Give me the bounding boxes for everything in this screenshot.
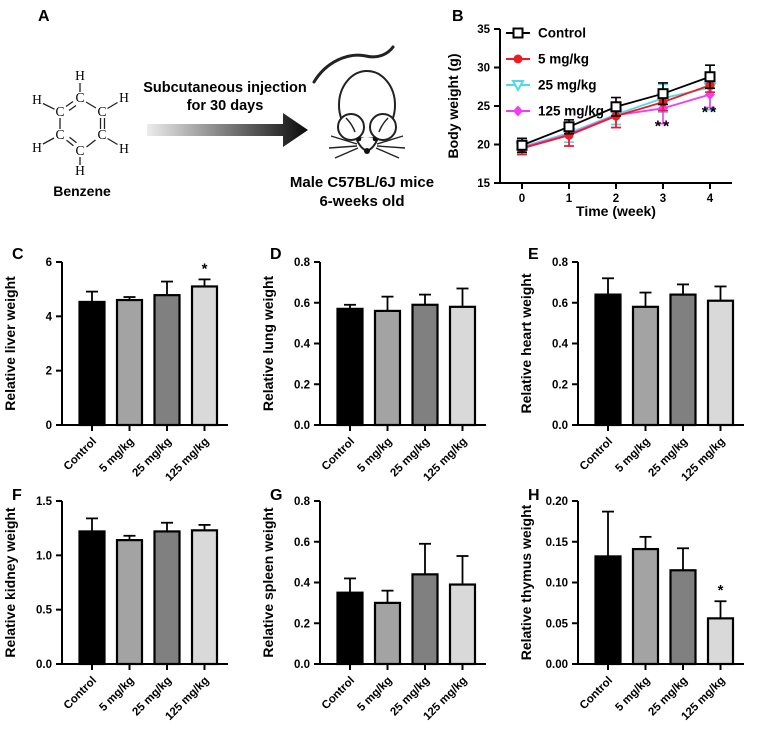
y-tick-label: 0.20 [545, 496, 568, 508]
y-tick-label: 0.05 [545, 618, 568, 631]
x-tick-label: 5 mg/kg [613, 674, 653, 714]
y-axis-label: Relative thymus weight [518, 504, 534, 661]
panel-c-label: C [12, 246, 24, 263]
bond [87, 140, 96, 147]
bar [708, 301, 733, 425]
bar [375, 603, 400, 664]
bar [671, 295, 696, 425]
x-tick-label: 25 mg/kg [130, 435, 175, 480]
y-tick-label: 0.4 [552, 338, 568, 351]
bond [70, 137, 77, 143]
x-tick-label: 0 [518, 193, 526, 205]
x-tick-label: Control [61, 435, 100, 474]
bar [338, 593, 363, 664]
carbon-atom: C [97, 104, 107, 119]
y-tick-label: 25 [477, 101, 490, 113]
significance-star: * [717, 582, 724, 600]
carbon-atom: C [55, 127, 65, 142]
panel-e [516, 220, 774, 484]
y-tick-label: 0.00 [545, 659, 568, 671]
mouse-right-ear [370, 114, 396, 140]
heart-weight-bar-chart [516, 220, 774, 484]
row-fgh [0, 475, 774, 731]
x-tick-label: 125 mg/kg [421, 674, 470, 723]
x-tick-label: Control [319, 674, 358, 713]
arrow-caption-line2: for 30 days [186, 98, 264, 114]
x-tick-label: 5 mg/kg [97, 674, 137, 714]
y-axis-label: Body weight (g) [445, 53, 461, 159]
legend-label: Control [538, 25, 586, 41]
legend-label: 25 mg/kg [538, 77, 597, 93]
y-tick-label: 4 [45, 311, 52, 324]
y-tick-label: 0.0 [552, 420, 568, 432]
y-tick-label: 2 [45, 365, 52, 378]
bar [596, 556, 621, 664]
bar [413, 305, 438, 425]
panel-f-label: F [12, 487, 22, 504]
panel-d [258, 220, 516, 484]
significance-star: * [201, 260, 208, 278]
body-weight-line-chart [440, 0, 774, 220]
bar [117, 540, 142, 664]
panel-h [516, 475, 774, 731]
bond [43, 104, 55, 110]
x-tick-label: Control [577, 674, 616, 713]
injection-arrow [147, 113, 308, 147]
y-axis-label: Relative liver weight [2, 276, 18, 411]
bar [192, 286, 217, 425]
legend-marker [514, 29, 523, 38]
y-tick-label: 0.0 [36, 659, 52, 671]
panel-g [258, 475, 516, 731]
x-tick-label: 125 mg/kg [679, 435, 728, 484]
y-tick-label: 6 [45, 257, 52, 269]
y-tick-label: 20 [477, 139, 490, 152]
x-tick-label: Control [577, 435, 616, 474]
y-tick-label: 0.4 [294, 577, 310, 590]
hydrogen-atom: H [75, 163, 85, 178]
panel-g-label: G [270, 487, 283, 504]
y-axis-label: Relative heart weight [518, 273, 534, 414]
row-cde [0, 220, 774, 484]
y-axis-label: Relative lung weight [260, 275, 276, 412]
x-tick-label: 25 mg/kg [646, 435, 691, 480]
x-tick-label: Control [319, 435, 358, 474]
significance-annotation: ** [701, 104, 719, 122]
thymus-weight-bar-chart [516, 475, 774, 731]
data-point-marker [659, 89, 668, 98]
mouse-right-eye [373, 137, 378, 142]
x-tick-label: 25 mg/kg [646, 674, 691, 719]
molecule-name: Benzene [53, 183, 111, 199]
bar [450, 307, 475, 425]
bar [155, 295, 180, 425]
carbon-atom: C [75, 143, 85, 158]
legend-label: 5 mg/kg [538, 51, 590, 67]
x-tick-label: 5 mg/kg [355, 435, 395, 475]
mouse-illustration [314, 47, 405, 158]
panel-b [440, 0, 774, 220]
x-axis-label: Time (week) [576, 203, 656, 219]
x-tick-label: 5 mg/kg [613, 435, 653, 475]
panel-h-label: H [528, 487, 540, 504]
bar [596, 295, 621, 425]
panel-f [0, 475, 258, 731]
data-point-marker [565, 122, 574, 131]
y-tick-label: 0.2 [294, 379, 310, 392]
bond [86, 102, 96, 108]
carbon-atom: C [55, 104, 65, 119]
x-tick-label: 125 mg/kg [679, 674, 728, 723]
bar [633, 549, 658, 664]
legend-label: 125 mg/kg [538, 103, 605, 119]
bond [108, 103, 118, 109]
bar [450, 585, 475, 664]
bar [80, 531, 105, 664]
y-tick-label: 0.0 [294, 659, 310, 671]
x-tick-label: 25 mg/kg [130, 674, 175, 719]
bar [192, 530, 217, 664]
y-tick-label: 0.8 [294, 257, 310, 269]
spleen-weight-bar-chart [258, 475, 516, 731]
y-tick-label: 0.6 [294, 536, 310, 549]
legend-marker [513, 81, 523, 90]
bar [633, 307, 658, 425]
bar [708, 618, 733, 664]
kidney-weight-bar-chart [0, 475, 258, 731]
y-axis-label: Relative kidney weight [2, 507, 18, 658]
mouse-left-ear [338, 114, 364, 140]
panel-a-illustration [0, 0, 440, 220]
y-tick-label: 0.8 [294, 496, 310, 508]
bond [66, 102, 73, 107]
bond [67, 140, 74, 146]
y-tick-label: 0.0 [294, 420, 310, 432]
y-tick-label: 0.5 [36, 604, 52, 617]
hydrogen-atom: H [32, 92, 42, 107]
panel-a [0, 0, 440, 220]
x-tick-label: 3 [659, 193, 667, 205]
y-tick-label: 35 [477, 24, 490, 36]
x-tick-label: Control [61, 674, 100, 713]
y-tick-label: 0.15 [545, 536, 568, 549]
significance-annotation: ** [654, 118, 672, 136]
hydrogen-atom: H [119, 90, 129, 105]
bar [671, 570, 696, 664]
y-tick-label: 0.2 [294, 618, 310, 631]
y-tick-label: 0.4 [294, 338, 310, 351]
legend-marker [513, 106, 523, 117]
data-point-marker [612, 102, 621, 111]
y-tick-label: 15 [477, 178, 490, 190]
bond [108, 139, 118, 145]
bond [69, 106, 76, 111]
carbon-atom: C [97, 127, 107, 142]
data-point-marker [706, 72, 715, 81]
hydrogen-atom: H [32, 140, 42, 155]
bar [375, 311, 400, 425]
x-tick-label: 5 mg/kg [97, 435, 137, 475]
panel-b-label: B [452, 8, 464, 25]
bar [80, 302, 105, 425]
y-tick-label: 0.10 [545, 577, 568, 590]
bar [338, 309, 363, 425]
carbon-atom: C [75, 90, 85, 105]
y-tick-label: 1.0 [36, 550, 52, 563]
x-tick-label: 125 mg/kg [163, 674, 212, 723]
y-tick-label: 0 [45, 420, 52, 432]
mouse-left-eye [357, 137, 362, 142]
bar [413, 574, 438, 664]
y-tick-label: 30 [477, 62, 490, 75]
lung-weight-bar-chart [258, 220, 516, 484]
panel-e-label: E [528, 246, 539, 263]
bond [43, 138, 54, 144]
legend-marker [514, 55, 523, 64]
hydrogen-atom: H [119, 141, 129, 156]
bar [155, 531, 180, 664]
arrow-caption-line1: Subcutaneous injection [143, 80, 307, 96]
x-tick-label: 125 mg/kg [163, 435, 212, 484]
y-axis-label: Relative spleen weight [260, 507, 276, 658]
x-tick-label: 25 mg/kg [388, 435, 433, 480]
x-tick-label: 4 [706, 193, 714, 205]
mouse-nose [364, 148, 370, 154]
x-tick-label: 2 [612, 193, 620, 205]
x-tick-label: 5 mg/kg [355, 674, 395, 714]
y-tick-label: 0.6 [552, 297, 568, 310]
panel-d-label: D [270, 246, 282, 263]
panel-a-label: A [38, 8, 50, 25]
data-point-marker [518, 141, 527, 150]
y-tick-label: 0.2 [552, 379, 568, 392]
panel-c [0, 220, 258, 484]
mouse-caption-line2: 6-weeks old [319, 193, 405, 210]
bar [117, 300, 142, 425]
x-tick-label: 25 mg/kg [388, 674, 433, 719]
mouse-caption-line1: Male C57BL/6J mice [289, 174, 435, 191]
hydrogen-atom: H [75, 68, 85, 83]
y-tick-label: 0.8 [552, 257, 568, 269]
y-tick-label: 0.6 [294, 297, 310, 310]
x-tick-label: 1 [565, 193, 573, 205]
x-tick-label: 125 mg/kg [421, 435, 470, 484]
y-tick-label: 1.5 [36, 496, 52, 508]
liver-weight-bar-chart [0, 220, 258, 484]
